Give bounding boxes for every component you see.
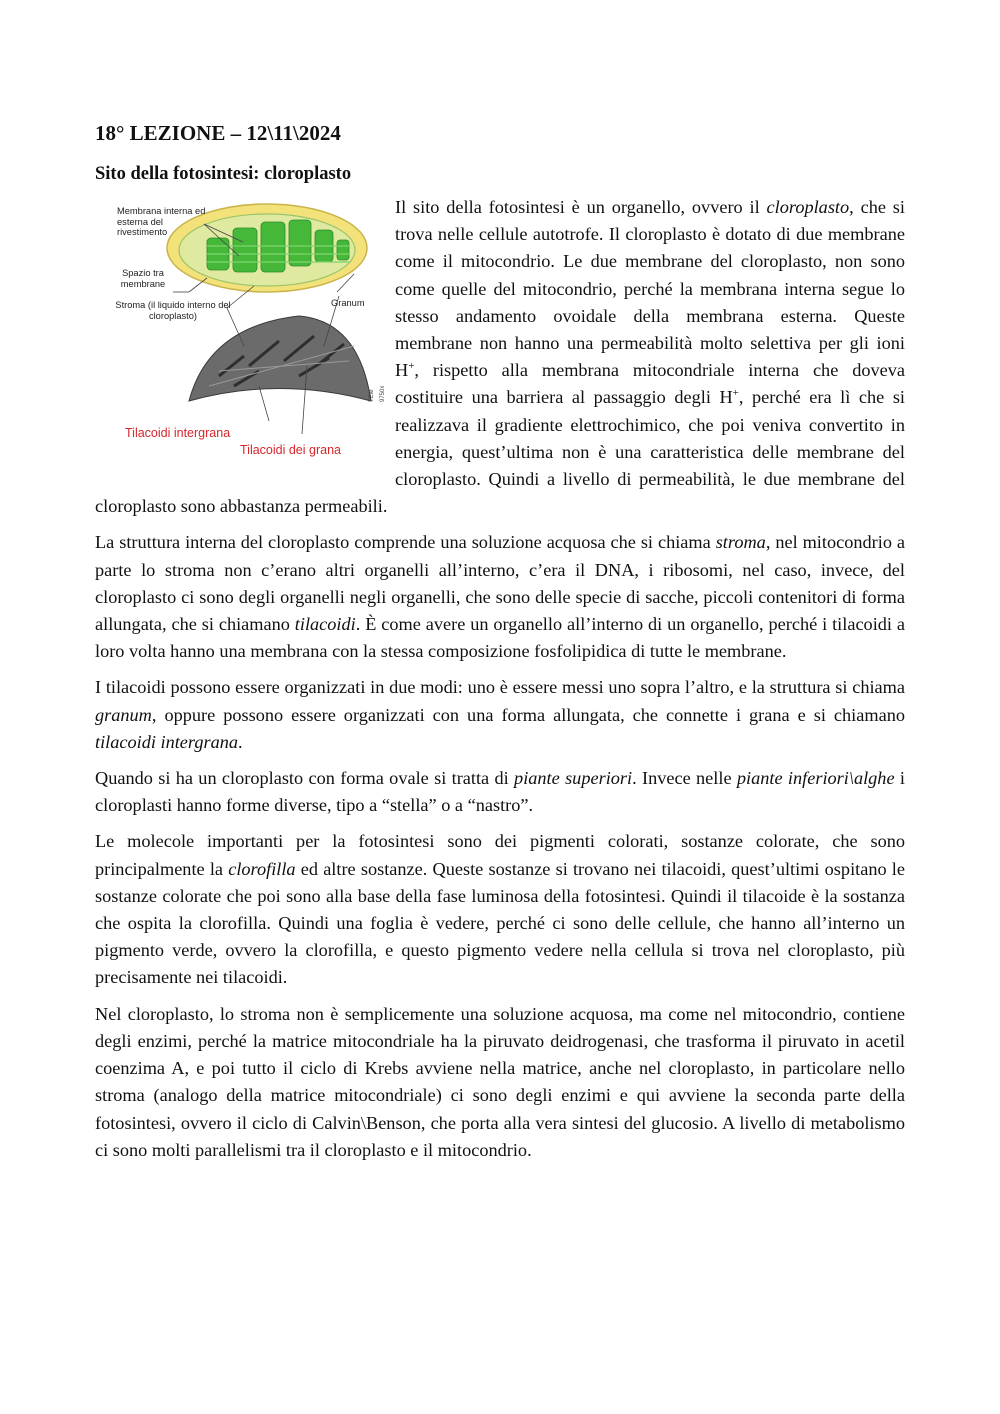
lesson-title: 18° LEZIONE – 12\11\2024 <box>95 121 341 145</box>
paragraph-6: Nel cloroplasto, lo stroma non è semplicemente una soluzione acquosa, ma come nel mitocondrio, contiene degli enzimi, perché la matrice mitocondriale ha la piruvato deidrogenasi, che trasforma il piruvato in acetil coenzima A, e poi tutto il ciclo di Krebs avviene nella matrice, anche nel cloroplasto, in particolare nello stroma (analogo della matrice mitocondriale) ci sono degli enzimi e qui avviene la seconda parte della fotosintesi, ovvero il ciclo di Calvin\Benson, che porta alla vera sintesi del glucosio. A livello di metabolismo ci sono molti parallelismi tra il cloroplasto e il mitocondrio. <box>95 1003 905 1160</box>
label-intermembrane: Spazio tra membrane <box>120 268 166 289</box>
paragraph-4: Quando si ha un cloroplasto con forma ovale si tratta di piante superiori. Invece nelle piante inferiori\alghe i cloroplasti hanno forme diverse, tipo a “stella” o a “nastro”. <box>95 768 905 816</box>
label-outer-membrane: Membrana interna ed esterna del rivestimento <box>117 206 206 237</box>
paragraph-1: Il sito della fotosintesi è un organello, ovvero il cloroplasto, che si trova nelle cellule autotrofe. Il cloroplasto è dotato di due membrane come il mitocondrio. Le due membrane del cloroplasto, non sono come quelle del mitocondrio, perché la membrana interna segue lo stesso andamento ovoidale della membrana esterna. Queste membrane non hanno una permeabilità molto selettiva per gli ioni H+, rispetto alla membrana mitocondriale interna che doveva costituire una barriera al passaggio degli H+, perché era lì che si realizzava il gradiente elettrochimico, che poi veniva convertito in energia, quest’ultima non è una caratteristica delle membrane del cloroplasto. Quindi a livello di permeabilità, le due membrane del cloroplasto sono abbastanza permeabili. <box>95 197 906 517</box>
label-stroma: Stroma (il liquido interno del cloroplasto) <box>115 300 231 321</box>
label-grana: Tilacoidi dei grana <box>240 443 341 457</box>
label-intergrana: Tilacoidi intergrana <box>125 426 231 440</box>
paragraph-3: I tilacoidi possono essere organizzati in due modi: uno è essere messi uno sopra l’altro, e la struttura si chiama granum, oppure possono essere organizzati con una forma allungata, che connette i grana e si chiamano tilacoidi intergrana. <box>95 677 905 752</box>
paragraph-2: La struttura interna del cloroplasto comprende una soluzione acquosa che si chiama stroma, nel mitocondrio a parte lo stroma non c’erano altri organelli all’interno, c’era il DNA, i ribosomi, nel caso, invece, del cloroplasto ci sono degli organelli negli organelli, che sono delle specie di sacche, piccoli contenitori di forma allungata, che si chiamano tilacoidi. È come avere un organello all’interno di un organello, perché i tilacoidi a loro volta hanno una membrana con la stessa composizione fosfolipidica di tutte le membrane. <box>95 532 906 662</box>
label-tem: TEM 9750x <box>369 385 386 402</box>
tem-micrograph <box>189 316 371 401</box>
label-granum: Granum <box>331 298 365 308</box>
paragraph-5: Le molecole importanti per la fotosintesi sono dei pigmenti colorati, sostanze colorate, che sono principalmente la clorofilla ed altre sostanze. Queste sostanze si trovano nei tilacoidi, quest’ultimi ospitano le sostanze colorate che poi sono alla base della fase luminosa della fotosintesi. Quindi il tilacoide è la sostanza che ospita la clorofilla. Quindi una foglia è vedere, perché ci sono delle cellule, che hanno all’interno un pigmento verde, ovvero la clorofilla, e questo pigmento vedere nella cellula si trova nel cloroplasto, più precisamente nei tilacoidi. <box>95 831 905 988</box>
section-title: Sito della fotosintesi: cloroplasto <box>95 164 352 184</box>
document-page <box>95 118 905 1173</box>
chloroplast-figure <box>109 196 386 468</box>
